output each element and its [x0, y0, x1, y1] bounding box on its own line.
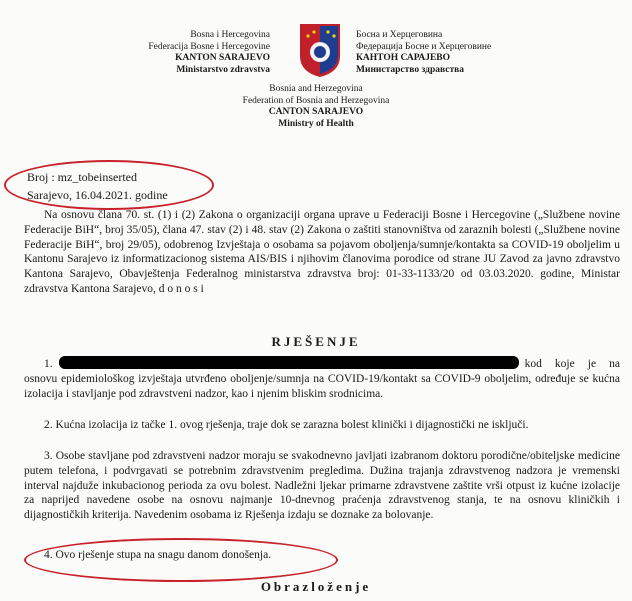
header-right-line-3: КАНТОН САРАЈЕВО [356, 53, 451, 63]
redaction-bar [59, 356, 519, 369]
header-center-line-2: Federation of Bosnia and Herzegovina [242, 95, 390, 106]
item-1-text: kod koje je na osnovu epidemiološkog izvještaja utvrđeno oboljenje/sumnja na COVID-19/kontakt sa COVID-9 oboljelim, određuje se kućna izolacija i stavljanje pod zdravstveni nadzor, kao i njenim bliskim srodnicima. [24, 358, 620, 400]
header-right [356, 30, 556, 76]
item-2 [24, 418, 620, 433]
header-center-line-3: CANTON SARAJEVO [268, 107, 364, 117]
header-left-line-2: Federacija Bosne i Hercegovine [148, 41, 270, 52]
header-left [80, 30, 270, 76]
header-left-line-3: KANTON SARAJEVO [175, 53, 270, 63]
header-center-line-1: Bosnia and Herzegovina [269, 84, 363, 94]
intro-text: Na osnovu člana 70. st. (1) i (2) Zakona o organizaciji organa uprave u Federaciji Bosne i Hercegovine („Službene novine Federacije BiH“, broj 35/05), člana 47. stav (2) i 48. stav (2) Zakona o zaštiti stanovništva od zaraznih bolesti („Službene novine Federacije BiH“, broj 29/05), odobrenog Izvještaja o osobama sa pojavom oboljenja/sumnje/kontakta sa COVID-19 oboljelim u Kantonu Sarajevo iz informatizacionog sistema AIS/BIS i njihovim članovima porodice od strane JU Zavod za javno zdravstvo Kantona Sarajevo, Obavještenja Federalnog ministarstva zdravstva broj: 01-33-1133/20 od 03.03.2020. godine, Ministar zdravstva Kantona Sarajevo, d o n o s i [24, 209, 620, 295]
item-3-text: 3. Osobe stavljane pod zdravstveni nadzor moraju se svakodnevno javljati izabranom doktoru porodične/obiteljske medicine putem telefona, i podvrgavati se potrebnim zdravstvenim pregledima. Dužina trajanja zdravstvenog nadzora je vremenski interval najduže inkubacionog perioda za ovu bolest. Nadležni ljekar primarne zdravstvene zaštite vrši otpust iz kućne izolacije za naprijed navedene osobe na osnovu najmanje 10-dnevnog praćenja zdravstvenog stanja, te na osnovu kliničkih i dijagnostičkih kriterija. Navedenim osobama iz Rješenja izdaju se doznake za bolovanje. [24, 450, 620, 522]
header-right-line-4: Министарство здравства [356, 64, 464, 75]
place-date: Sarajevo, 16.04.2021. godine [27, 188, 168, 202]
item-1-number: 1. [44, 358, 53, 370]
header-left-line-1: Bosna i Hercegovina [190, 30, 270, 40]
annotation-circle-reference [4, 160, 214, 210]
reasoning-title: Obrazloženje [260, 579, 372, 594]
header-right-line-1: Босна и Херцеговина [356, 30, 443, 40]
reference-number: Broj : mz_tobeinserted [27, 170, 137, 184]
intro-paragraph [24, 208, 620, 297]
header-left-line-4: Ministarstvo zdravstva [176, 64, 270, 75]
item-4-text: 4. Ovo rješenje stupa na snagu danom donošenja. [44, 549, 272, 561]
item-1 [24, 356, 620, 401]
item-3 [24, 449, 620, 523]
header-center [166, 84, 466, 130]
decision-title: RJEŠENJE [271, 334, 361, 349]
header-right-line-2: Федерација Босне и Херцеговине [356, 41, 492, 52]
annotation-circle-item-4 [24, 538, 338, 582]
header-center-line-4: Ministry of Health [278, 118, 354, 129]
item-2-text: 2. Kućna izolacija iz tačke 1. ovog rješenja, traje dok se zarazna bolest klinički i dijagnostički ne isključi. [44, 419, 529, 431]
coat-of-arms-icon [298, 22, 342, 78]
